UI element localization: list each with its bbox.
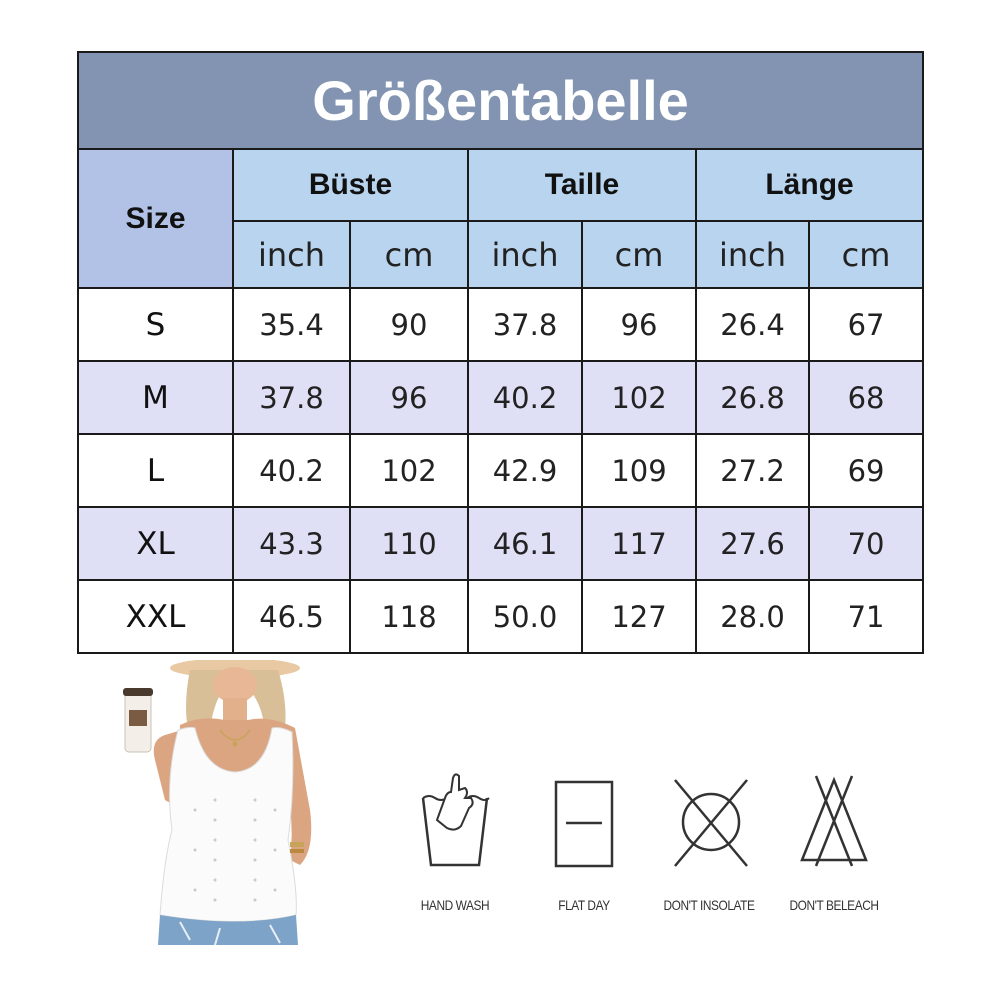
hand-wash-care-item: [395, 770, 515, 870]
measurement-cell: 37.8: [233, 361, 350, 434]
measurement-cell: 96: [582, 288, 696, 361]
measurement-cell: 43.3: [233, 507, 350, 580]
unit-header: cm: [809, 221, 923, 288]
measurement-cell: 37.8: [468, 288, 582, 361]
measurement-cell: 67: [809, 288, 923, 361]
measurement-cell: 27.2: [696, 434, 809, 507]
measurement-cell: 46.1: [468, 507, 582, 580]
care-label-flat-dry: FLAT DAY: [558, 897, 610, 913]
measurement-cell: 109: [582, 434, 696, 507]
size-column-header: Size: [78, 149, 233, 288]
measurement-cell: 102: [582, 361, 696, 434]
do-not-bleach-icon: [794, 770, 874, 870]
measurement-cell: 50.0: [468, 580, 582, 653]
measurement-cell: 127: [582, 580, 696, 653]
measurement-cell: 117: [582, 507, 696, 580]
measurement-cell: 90: [350, 288, 468, 361]
measurement-cell: 28.0: [696, 580, 809, 653]
measurement-cell: 118: [350, 580, 468, 653]
hand-wash-icon: [415, 770, 495, 870]
measurement-cell: 27.6: [696, 507, 809, 580]
size-label-cell: M: [78, 361, 233, 434]
measurement-cell: 26.8: [696, 361, 809, 434]
care-label-no-bleach: DON'T BELEACH: [789, 897, 879, 913]
measurement-cell: 26.4: [696, 288, 809, 361]
page-title: Größentabelle: [78, 52, 923, 149]
measurement-cell: 40.2: [233, 434, 350, 507]
unit-header: cm: [582, 221, 696, 288]
size-label-cell: XXL: [78, 580, 233, 653]
unit-header: inch: [696, 221, 809, 288]
measurement-cell: 68: [809, 361, 923, 434]
measurement-cell: 46.5: [233, 580, 350, 653]
care-label-hand-wash: HAND WASH: [420, 897, 490, 913]
bust-header: Büste: [233, 149, 468, 221]
measurement-cell: 71: [809, 580, 923, 653]
product-photo: [120, 660, 330, 945]
size-label-cell: L: [78, 434, 233, 507]
unit-header: cm: [350, 221, 468, 288]
no-tumble-dry-care-item: [651, 770, 771, 870]
unit-header: inch: [233, 221, 350, 288]
measurement-cell: 40.2: [468, 361, 582, 434]
table-row: [78, 288, 923, 361]
flat-dry-icon: [544, 770, 624, 870]
measurement-cell: 110: [350, 507, 468, 580]
measurement-cell: 70: [809, 507, 923, 580]
size-chart-table: [77, 51, 924, 654]
length-header: Länge: [696, 149, 923, 221]
table-row: [78, 507, 923, 580]
care-label-no-insolate: DON'T INSOLATE: [663, 897, 755, 913]
table-row: [78, 361, 923, 434]
table-row: [78, 434, 923, 507]
unit-header: inch: [468, 221, 582, 288]
size-label-cell: S: [78, 288, 233, 361]
table-row: [78, 580, 923, 653]
flat-dry-care-item: [524, 770, 644, 870]
measurement-cell: 102: [350, 434, 468, 507]
size-label-cell: XL: [78, 507, 233, 580]
measurement-cell: 96: [350, 361, 468, 434]
measurement-cell: 42.9: [468, 434, 582, 507]
measurement-cell: 35.4: [233, 288, 350, 361]
waist-header: Taille: [468, 149, 696, 221]
no-bleach-care-item: [774, 770, 894, 870]
measurement-cell: 69: [809, 434, 923, 507]
do-not-tumble-dry-icon: [671, 770, 751, 870]
